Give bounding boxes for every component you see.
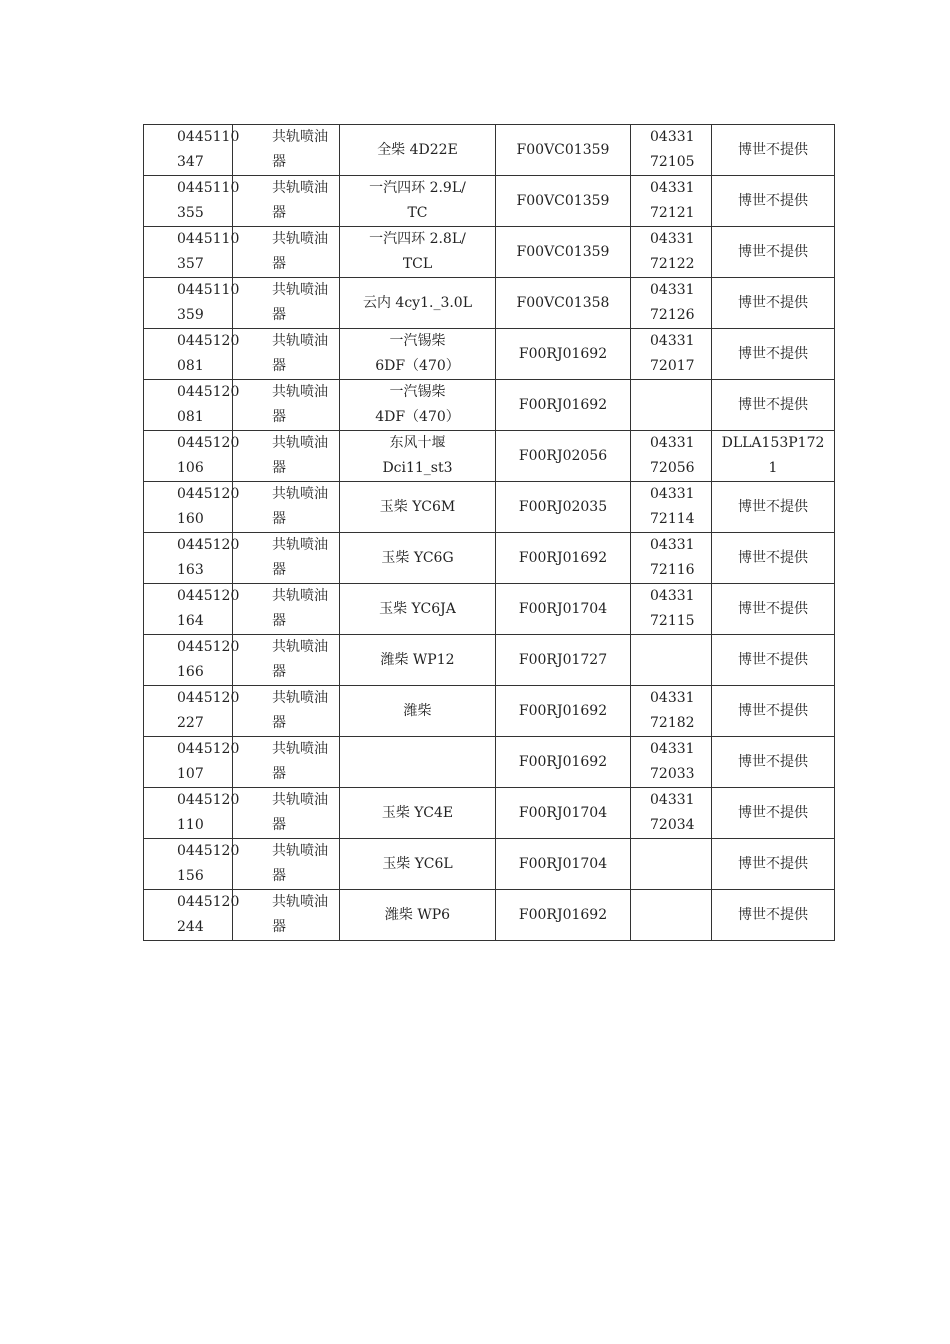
reference-number-cell (631, 482, 712, 533)
product-type-line: 共轨喷油 (272, 741, 328, 757)
part-number-line: 0445120 (177, 894, 240, 910)
component-code-cell: F00RJ01704 (496, 839, 631, 890)
note-cell (712, 686, 835, 737)
product-type-line: 共轨喷油 (272, 435, 328, 451)
product-type-line: 共轨喷油 (272, 486, 328, 502)
engine-model-line: 玉柴 YC4E (381, 804, 454, 821)
reference-number-cell (631, 737, 712, 788)
product-type-cell (233, 839, 340, 890)
table-row (144, 635, 835, 686)
product-type-line: 器 (272, 664, 286, 680)
engine-model-line: 潍柴 (403, 702, 432, 719)
reference-number-line: 72182 (650, 715, 695, 731)
part-number-cell (144, 584, 240, 635)
note-cell (712, 635, 835, 686)
product-type-line: 共轨喷油 (272, 333, 328, 349)
part-number-cell (144, 176, 240, 227)
note-line: 博世不提供 (738, 141, 808, 158)
reference-number-line: 04331 (650, 180, 695, 196)
part-number-line: 163 (177, 562, 204, 578)
note-line: 博世不提供 (738, 243, 808, 260)
note-cell (712, 380, 835, 431)
part-number-line: 0445120 (177, 435, 240, 451)
engine-model-line: 全柴 4D22E (377, 141, 458, 158)
table-row (144, 686, 835, 737)
product-type-line: 器 (272, 919, 286, 935)
reference-number-cell (631, 176, 712, 227)
product-type-cell (233, 533, 340, 584)
note-cell (712, 125, 835, 176)
part-number-line: 0445120 (177, 639, 240, 655)
note-line: 博世不提供 (738, 192, 808, 209)
table-row (144, 125, 835, 176)
engine-model-cell (340, 686, 496, 737)
product-type-cell (233, 278, 340, 329)
reference-number-line: 04331 (650, 231, 695, 247)
reference-number-line: 72114 (650, 511, 695, 527)
product-type-cell (233, 176, 340, 227)
part-number-line: 0445120 (177, 537, 240, 553)
table-row (144, 788, 835, 839)
component-code-cell: F00VC01359 (496, 176, 631, 227)
reference-number-line: 72126 (650, 307, 695, 323)
engine-model-cell (340, 380, 496, 431)
table-row (144, 431, 835, 482)
part-number-line: 081 (177, 409, 204, 425)
note-cell (712, 176, 835, 227)
reference-number-line: 04331 (650, 486, 695, 502)
product-type-cell (233, 584, 340, 635)
reference-number-cell (631, 533, 712, 584)
part-number-line: 0445120 (177, 486, 240, 502)
part-number-line: 0445120 (177, 384, 240, 400)
part-number-cell (144, 635, 240, 686)
engine-model-line: 云内 4cy1._3.0L (362, 294, 473, 311)
engine-model-cell (340, 533, 496, 584)
engine-model-line: 东风十堰 (389, 435, 446, 451)
note-cell (712, 737, 835, 788)
component-code-cell: F00RJ01692 (496, 329, 631, 380)
component-code-cell: F00RJ01692 (496, 686, 631, 737)
part-number-line: 0445110 (177, 282, 240, 298)
reference-number-cell (631, 227, 712, 278)
product-type-line: 器 (272, 715, 286, 731)
product-type-line: 器 (272, 511, 286, 527)
engine-model-line: 潍柴 WP6 (384, 906, 451, 923)
part-number-cell (144, 278, 240, 329)
table-body (144, 125, 835, 941)
engine-model-line: 一汽锡柴 (389, 333, 446, 349)
component-code-cell: F00RJ01692 (496, 737, 631, 788)
engine-model-line: 潍柴 WP12 (380, 651, 455, 668)
part-number-line: 0445120 (177, 333, 240, 349)
part-number-line: 0445120 (177, 588, 240, 604)
reference-number-cell (631, 380, 712, 431)
part-number-cell (144, 482, 240, 533)
note-line: 博世不提供 (738, 855, 808, 872)
engine-model-line: TCL (402, 256, 433, 272)
product-type-cell (233, 227, 340, 278)
engine-model-line: 4DF（470） (375, 409, 460, 425)
component-code-cell: F00RJ01727 (496, 635, 631, 686)
reference-number-line: 72121 (650, 205, 695, 221)
reference-number-cell (631, 431, 712, 482)
note-line: 博世不提供 (738, 753, 808, 770)
part-number-line: 357 (177, 256, 204, 272)
reference-number-line: 04331 (650, 588, 695, 604)
product-type-line: 器 (272, 613, 286, 629)
part-number-line: 110 (177, 817, 204, 833)
reference-number-line: 04331 (650, 435, 695, 451)
product-type-line: 共轨喷油 (272, 690, 328, 706)
table-row (144, 533, 835, 584)
table-row (144, 839, 835, 890)
engine-model-cell (340, 431, 496, 482)
part-number-cell (144, 890, 240, 941)
reference-number-cell (631, 839, 712, 890)
engine-model-line: 玉柴 YC6G (381, 549, 454, 566)
note-line: DLLA153P172 (721, 435, 825, 451)
engine-model-line: TC (407, 205, 428, 221)
table-row (144, 737, 835, 788)
reference-number-cell (631, 635, 712, 686)
reference-number-line: 72033 (650, 766, 695, 782)
engine-model-cell (340, 227, 496, 278)
part-number-cell (144, 686, 240, 737)
reference-number-line: 04331 (650, 741, 695, 757)
product-type-line: 器 (272, 154, 286, 170)
product-type-cell (233, 380, 340, 431)
part-number-line: 156 (177, 868, 204, 884)
note-cell (712, 584, 835, 635)
part-number-line: 107 (177, 766, 204, 782)
product-type-line: 器 (272, 817, 286, 833)
product-type-line: 器 (272, 307, 286, 323)
reference-number-line: 04331 (650, 129, 695, 145)
product-type-cell (233, 329, 340, 380)
part-number-cell (144, 380, 240, 431)
product-type-line: 共轨喷油 (272, 282, 328, 298)
part-number-line: 164 (177, 613, 204, 629)
reference-number-line: 04331 (650, 537, 695, 553)
part-number-cell (144, 227, 240, 278)
engine-model-line: 玉柴 YC6JA (379, 600, 456, 617)
reference-number-cell (631, 329, 712, 380)
note-cell (712, 482, 835, 533)
table-row (144, 227, 835, 278)
reference-number-line: 72115 (650, 613, 695, 629)
part-number-line: 0445120 (177, 792, 240, 808)
component-code-cell: F00RJ01704 (496, 788, 631, 839)
part-number-line: 0445120 (177, 690, 240, 706)
product-type-line: 共轨喷油 (272, 180, 328, 196)
table-row (144, 584, 835, 635)
part-number-line: 0445120 (177, 741, 240, 757)
part-number-line: 081 (177, 358, 204, 374)
product-type-line: 共轨喷油 (272, 129, 328, 145)
reference-number-cell (631, 788, 712, 839)
note-cell (712, 788, 835, 839)
component-code-cell: F00RJ01704 (496, 584, 631, 635)
reference-number-cell (631, 584, 712, 635)
product-type-line: 共轨喷油 (272, 231, 328, 247)
part-number-line: 166 (177, 664, 204, 680)
product-type-line: 器 (272, 868, 286, 884)
product-type-line: 共轨喷油 (272, 843, 328, 859)
component-code-cell: F00VC01359 (496, 227, 631, 278)
part-number-line: 355 (177, 205, 204, 221)
product-type-line: 器 (272, 460, 286, 476)
note-cell (712, 431, 835, 482)
reference-number-line: 04331 (650, 690, 695, 706)
engine-model-cell (340, 890, 496, 941)
engine-model-cell (340, 584, 496, 635)
reference-number-line: 72105 (650, 154, 695, 170)
part-number-line: 160 (177, 511, 204, 527)
reference-number-line: 72122 (650, 256, 695, 272)
note-line: 博世不提供 (738, 906, 808, 923)
reference-number-line: 04331 (650, 792, 695, 808)
product-type-cell (233, 686, 340, 737)
part-number-line: 347 (177, 154, 204, 170)
table-row (144, 890, 835, 941)
note-line: 1 (768, 460, 778, 476)
table-row (144, 278, 835, 329)
reference-number-cell (631, 125, 712, 176)
product-type-cell (233, 737, 340, 788)
product-type-line: 器 (272, 766, 286, 782)
table-row (144, 380, 835, 431)
component-code-cell: F00VC01359 (496, 125, 631, 176)
product-type-line: 器 (272, 562, 286, 578)
component-code-cell: F00VC01358 (496, 278, 631, 329)
injector-table (143, 124, 835, 941)
part-number-cell (144, 533, 240, 584)
part-number-cell (144, 125, 240, 176)
reference-number-cell (631, 686, 712, 737)
table-row (144, 329, 835, 380)
reference-number-line: 72116 (650, 562, 695, 578)
engine-model-line: 玉柴 YC6L (382, 855, 453, 872)
reference-number-line: 72017 (650, 358, 695, 374)
product-type-line: 器 (272, 409, 286, 425)
note-cell (712, 227, 835, 278)
part-number-line: 106 (177, 460, 204, 476)
note-cell (712, 278, 835, 329)
engine-model-line: Dci11_st3 (382, 460, 453, 476)
engine-model-cell (340, 635, 496, 686)
product-type-cell (233, 788, 340, 839)
note-line: 博世不提供 (738, 294, 808, 311)
reference-number-cell (631, 890, 712, 941)
part-number-cell (144, 839, 240, 890)
note-line: 博世不提供 (738, 549, 808, 566)
engine-model-line: 一汽四环 2.8L/ (369, 231, 466, 247)
part-number-line: 227 (177, 715, 204, 731)
table-row (144, 176, 835, 227)
note-line: 博世不提供 (738, 498, 808, 515)
note-line: 博世不提供 (738, 702, 808, 719)
product-type-line: 器 (272, 358, 286, 374)
note-cell (712, 839, 835, 890)
product-type-line: 共轨喷油 (272, 639, 328, 655)
engine-model-line: 玉柴 YC6M (379, 498, 456, 515)
product-type-cell (233, 890, 340, 941)
engine-model-cell (340, 278, 496, 329)
engine-model-line: 一汽四环 2.9L/ (369, 180, 466, 196)
engine-model-cell (340, 737, 496, 788)
product-type-line: 共轨喷油 (272, 792, 328, 808)
component-code-cell: F00RJ01692 (496, 890, 631, 941)
note-line: 博世不提供 (738, 396, 808, 413)
component-code-cell: F00RJ01692 (496, 533, 631, 584)
product-type-line: 共轨喷油 (272, 384, 328, 400)
product-type-line: 共轨喷油 (272, 588, 328, 604)
note-cell (712, 890, 835, 941)
engine-model-cell (340, 329, 496, 380)
part-number-line: 0445110 (177, 180, 240, 196)
engine-model-cell (340, 839, 496, 890)
reference-number-line: 72056 (650, 460, 695, 476)
reference-number-line: 72034 (650, 817, 695, 833)
note-cell (712, 329, 835, 380)
part-number-cell (144, 329, 240, 380)
component-code-cell: F00RJ02056 (496, 431, 631, 482)
product-type-line: 共轨喷油 (272, 537, 328, 553)
part-number-line: 0445120 (177, 843, 240, 859)
product-type-cell (233, 125, 340, 176)
part-number-cell (144, 737, 240, 788)
reference-number-line: 04331 (650, 282, 695, 298)
note-line: 博世不提供 (738, 804, 808, 821)
note-line: 博世不提供 (738, 345, 808, 362)
reference-number-line: 04331 (650, 333, 695, 349)
engine-model-cell (340, 125, 496, 176)
part-number-line: 359 (177, 307, 204, 323)
note-line: 博世不提供 (738, 651, 808, 668)
engine-model-cell (340, 788, 496, 839)
product-type-line: 共轨喷油 (272, 894, 328, 910)
product-type-line: 器 (272, 256, 286, 272)
part-number-cell (144, 431, 240, 482)
table-row (144, 482, 835, 533)
part-number-cell (144, 788, 240, 839)
reference-number-cell (631, 278, 712, 329)
component-code-cell: F00RJ02035 (496, 482, 631, 533)
engine-model-line: 一汽锡柴 (389, 384, 446, 400)
component-code-cell: F00RJ01692 (496, 380, 631, 431)
engine-model-cell (340, 482, 496, 533)
product-type-cell (233, 482, 340, 533)
part-number-line: 0445110 (177, 231, 240, 247)
product-type-cell (233, 431, 340, 482)
part-number-line: 244 (177, 919, 204, 935)
engine-model-line: 6DF（470） (375, 358, 460, 374)
product-type-cell (233, 635, 340, 686)
engine-model-cell (340, 176, 496, 227)
part-number-line: 0445110 (177, 129, 240, 145)
product-type-line: 器 (272, 205, 286, 221)
note-line: 博世不提供 (738, 600, 808, 617)
note-cell (712, 533, 835, 584)
